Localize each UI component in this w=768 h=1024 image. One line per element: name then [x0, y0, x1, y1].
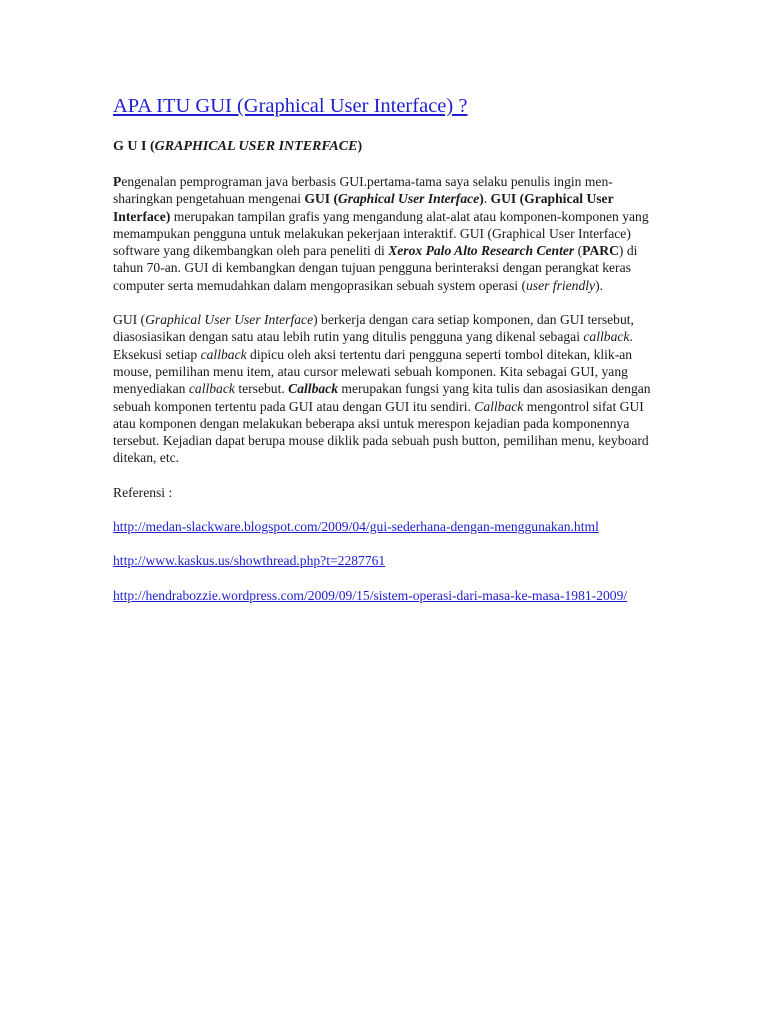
- reference-link-3[interactable]: http://hendrabozzie.wordpress.com/2009/09/15/sistem-operasi-dari-masa-ke-masa-1981-2009/: [113, 587, 628, 603]
- italic-run: callback: [200, 346, 247, 362]
- drop-initial: P: [113, 174, 122, 189]
- section-heading: [113, 138, 658, 156]
- bold-italic-run: Callback: [288, 381, 338, 397]
- text-run: . Eksekusi setiap: [113, 329, 633, 362]
- bold-run: GUI (Graphical User Interface): [113, 191, 614, 224]
- text-run: merupakan fungsi yang kita tulis dan asosiasikan dengan sebuah komponen tertentu pada GUI atau dengan GUI itu sendiri.: [113, 381, 651, 414]
- text-run: ).: [595, 277, 604, 293]
- text-run: ) berkerja dengan cara setiap komponen, dan GUI tersebut, diasosiasikan dengan satu atau lebih rutin yang ditulis pengguna yang dikenal sebagai: [113, 312, 634, 345]
- subtitle-suffix: ): [357, 139, 363, 154]
- bold-run: PARC: [582, 243, 619, 259]
- title-link[interactable]: APA ITU GUI (Graphical User Interface) ?: [113, 95, 468, 117]
- paragraph-callback: [113, 311, 658, 467]
- bold-run: ): [479, 191, 484, 207]
- bold-italic-run: Xerox Palo Alto Research Center: [388, 243, 575, 259]
- reference-link-1[interactable]: http://medan-slackware.blogspot.com/2009/04/gui-sederhana-dengan-menggunakan.html: [113, 519, 599, 535]
- italic-run: callback: [188, 381, 235, 397]
- text-run: dipicu oleh aksi tertentu dari pengguna seperti tombol ditekan, klik-an mouse, pemilihan menu item, atau cursor melewati sebuah komponen. Kita sebagai GUI, yang menyediakan: [113, 346, 633, 397]
- text-run: GUI (: [113, 312, 146, 328]
- bold-italic-run: Graphical User Interface: [337, 191, 480, 207]
- text-run: .: [483, 191, 491, 207]
- text-run: engenalan pemprograman java berbasis GUI.pertama-tama saya selaku penulis ingin men-sharingkan pengetahuan mengenai: [113, 174, 613, 207]
- paragraph-intro: [113, 173, 658, 294]
- text-run: ) di tahun 70-an. GUI di kembangkan dengan tujuan pengguna berinteraksi dengan perangkat keras computer serta memudahkan dalam mengoprasikan sebuah system operasi (: [113, 243, 638, 293]
- reference-link-2[interactable]: http://www.kaskus.us/showthread.php?t=2287761: [113, 553, 386, 569]
- text-run: mengontrol sifat GUI atau komponen dengan melakukan beberapa aksi untuk merespon kejadian pada komponennya tersebut. Kejadian dapat berupa mouse diklik pada sebuah push button, pemilihan menu, keyboard ditekan, etc.: [113, 398, 649, 466]
- text-run: merupakan tampilan grafis yang mengandung alat-alat atau komponen-komponen yang memampukan pengguna untuk melakukan pekerjaan interaktif. GUI (Graphical User Interface) software yang dikembangkan oleh para peneliti di: [113, 208, 649, 259]
- subtitle-prefix: G U I (: [113, 139, 155, 154]
- italic-run: callback: [583, 329, 630, 345]
- italic-run: user friendly: [525, 277, 596, 293]
- text-run: tersebut.: [234, 381, 289, 397]
- italic-run: Callback: [474, 398, 524, 414]
- bold-run: GUI (: [304, 191, 338, 207]
- italic-run: Graphical User User Interface: [145, 312, 314, 328]
- page-title: [113, 94, 658, 118]
- subtitle-italic: GRAPHICAL USER INTERFACE: [154, 139, 358, 154]
- references-label: Referensi :: [113, 484, 173, 500]
- text-run: (: [574, 243, 583, 259]
